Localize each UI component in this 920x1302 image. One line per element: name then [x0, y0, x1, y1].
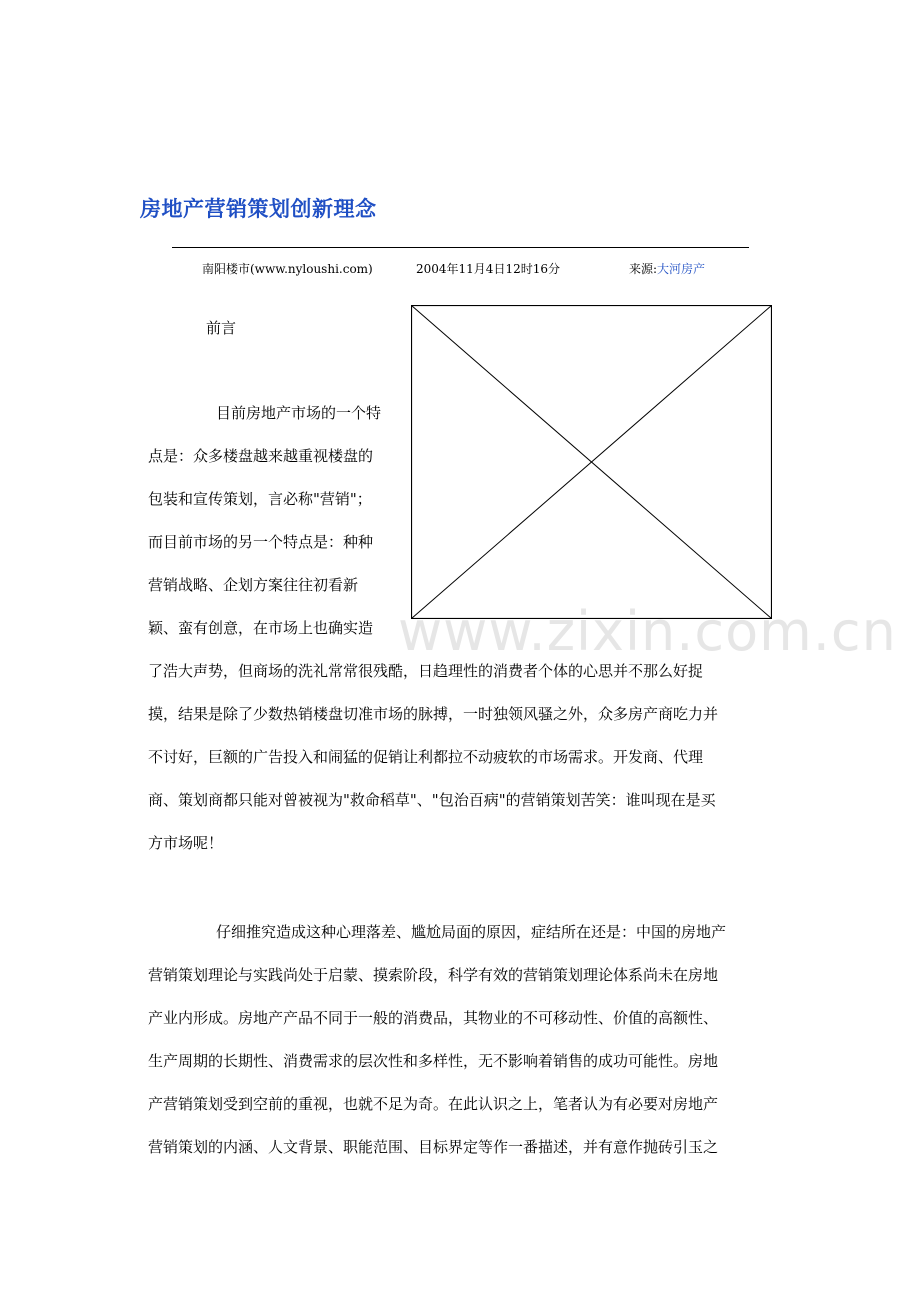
paragraph-1-line: 营销战略、企划方案往往初看新	[148, 576, 359, 594]
paragraph-1-line: 方市场呢！	[148, 834, 224, 852]
page-title: 房地产营销策划创新理念	[140, 197, 377, 221]
meta-source-label: 来源:	[629, 262, 658, 276]
meta-site: 南阳楼市(www.nyloushi.com)	[202, 262, 373, 276]
watermark: www.zixin.com.cn	[398, 600, 897, 663]
paragraph-1-line: 不讨好，巨额的广告投入和闹猛的促销让利都拉不动疲软的市场需求。开发商、代理	[148, 748, 704, 766]
paragraph-1-line: 点是：众多楼盘越来越重视楼盘的	[148, 447, 374, 465]
paragraph-2-line: 营销策划的内涵、人文背景、职能范围、目标界定等作一番描述，并有意作抛砖引玉之	[148, 1138, 719, 1156]
missing-image-icon	[411, 305, 772, 619]
paragraph-1-line: 商、策划商都只能对曾被视为"救命稻草"、"包治百病"的营销策划苦笑：谁叫现在是买	[148, 791, 716, 809]
paragraph-1-line: 颖、蛮有创意，在市场上也确实造	[148, 619, 374, 637]
paragraph-2-line: 产营销策划受到空前的重视，也就不足为奇。在此认识之上，笔者认为有必要对房地产	[148, 1095, 719, 1113]
meta-source-link[interactable]: 大河房产	[657, 262, 706, 276]
paragraph-1-line: 包装和宣传策划，言必称"营销"；	[148, 490, 372, 508]
title-divider	[172, 247, 749, 248]
paragraph-2-line: 仔细推究造成这种心理落差、尴尬局面的原因，症结所在还是：中国的房地产	[216, 923, 727, 941]
section-heading: 前言	[206, 319, 237, 337]
paragraph-1-line: 摸，结果是除了少数热销楼盘切准市场的脉搏，一时独领风骚之外，众多房产商吃力并	[148, 705, 719, 723]
paragraph-1-line: 而目前市场的另一个特点是：种种	[148, 533, 374, 551]
paragraph-1-line: 目前房地产市场的一个特	[216, 404, 382, 422]
meta-source	[629, 261, 705, 277]
paragraph-2-line: 产业内形成。房地产产品不同于一般的消费品，其物业的不可移动性、价值的高额性、	[148, 1009, 719, 1027]
paragraph-2-line: 生产周期的长期性、消费需求的层次性和多样性，无不影响着销售的成功可能性。房地	[148, 1052, 719, 1070]
meta-datetime: 2004年11月4日12时16分	[416, 262, 560, 276]
paragraph-1-line: 了浩大声势，但商场的洗礼常常很残酷，日趋理性的消费者个体的心思并不那么好捉	[148, 662, 704, 680]
paragraph-2-line: 营销策划理论与实践尚处于启蒙、摸索阶段，科学有效的营销策划理论体系尚未在房地	[148, 966, 719, 984]
